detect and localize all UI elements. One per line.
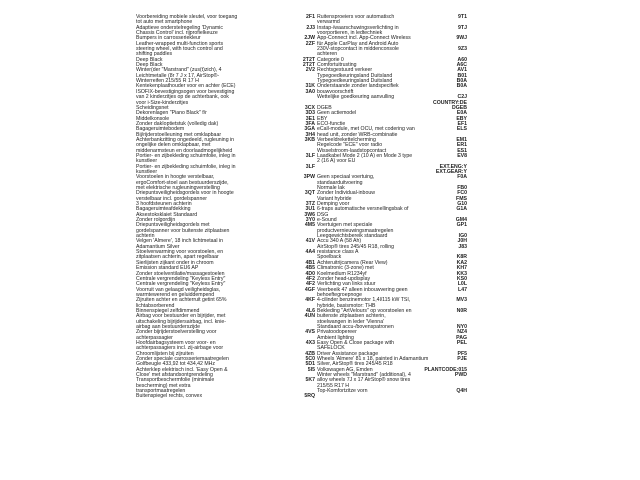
option-code: GM4 [455,217,467,224]
option-code: ES1 [457,147,467,154]
option-description: AirStop® tires 245/45 R18, rolling resistance class A [317,243,395,256]
option-code: 3Y0 [305,217,315,224]
option-code: 5RQ [304,393,315,400]
option-description: Regelcode "ECE" voor radio [317,142,383,149]
option-description: Wisselstroom-laadstopcontact [317,147,387,154]
option-code: 3PW [303,174,315,181]
option-description: Zonder dakIoptietstuk (volledig dak) [136,120,219,127]
option-code: G1A [456,206,467,213]
option-code: 4UN [304,313,315,320]
option-description: Kentekenplaathouder voor en achter (ECE) [136,83,236,90]
option-description: Zijruiten achter en achterruit getint 65% lichtabsorberend [136,297,227,309]
options-list-left [136,15,315,400]
option-description: Stoelverwarming voor voorstoelen, en zitplaatsen achterin, apart regelbaar [136,249,224,261]
option-code: 4GF [304,286,315,293]
option-code: 9Z3 [458,46,467,53]
option-description: Adaptieve onderstelregeling 'Dynamic Chassis Control' incl. rijprofielkeuze [136,24,223,37]
option-description: Driver Assistance package [317,350,379,357]
option-code: IG0 [458,233,467,240]
option-description: Instap-/waarschuwingsverlichting in voorportieren, in ledtechniek [317,24,399,37]
option-description: Hoofdairbagsysteem voor voor- en achterpassagiers incl. zij-airbage voor [136,339,224,352]
option-code: COUNTRY:DE [432,99,467,106]
option-code: 3LF [305,163,315,170]
option-description: 6-traps automatische versnellingsbak of DSG [317,206,409,218]
option-code: 4F2 [306,281,315,288]
option-code: 4M5 [304,222,315,229]
option-code: E0A [456,110,467,117]
option-code: 3FA [305,120,315,127]
option-description: Wettelijke goedkeuring aanvulling [317,94,395,101]
option-description: Leegqewichtsbereik standaard [317,233,388,240]
option-description: Normale lak [317,185,345,191]
option-code: 3D3 [305,110,315,117]
option-description: Deep Black [136,62,163,69]
option-description: Bagageruimtebodem [136,126,185,133]
option-description: Ruitensproeiers voor automatisch verwarmd [317,14,395,26]
option-description: Koelmedium R1234yf [317,270,367,277]
option-description: Privatoodopereer [317,329,357,336]
option-description: Centrale vergrendeling "Keyless Entry" [136,281,226,288]
option-description: Ambient lighting [317,334,354,341]
option-code: 3W6 [304,211,315,218]
option-description: eCall-module, met OCU, met codering van head unit, zonder WRB-combinatie [317,126,415,138]
option-description: Winter(der "Marstrand" (zus(t)zich), 4 Leichtmetalle (8r 7 J x 17, AirStop®- Winterreifen 215/55 R 17 H [136,67,222,85]
option-description: Winter wheels "Marstrand" (additional), 4 alloy wheels 7J x 17 AirStop® snow tires 215/55 R17 H [317,372,411,389]
option-code: C2J [457,94,467,101]
option-code: PLANTCODE:015 [424,366,467,373]
option-description: Geen speciaal voertuing, standaarduitvoering [317,174,375,186]
option-code: 5K7 [305,377,315,384]
option-description: Demping voor [317,201,350,208]
option-description: Middelkonsole [136,115,170,122]
option-code: 3GA [304,126,315,133]
option-code: 31K [305,83,315,90]
option-description: ISOFIX-bevestigingsogen voor bevestiging van 2 kinderzitjes op de achterbank, ook voor i-Size-kinderzitjes [136,88,235,106]
option-code: B0A [456,83,467,90]
option-code: 4KF [305,297,315,304]
option-description: Geen actiemodel [317,110,357,117]
option-code: 5D1 [305,361,315,368]
option-description: ECO-functie [317,120,346,127]
option-code: ER1 [456,142,467,149]
option-row [317,309,467,325]
option-code: NZ4 [457,329,467,336]
option-code: B0A [456,78,467,85]
option-code: 2T2T [302,62,315,69]
option-description: Bekleding "ArtVelours" op voorstoelen en buitenste zitplaatsen achterin, stoelwangen in leder 'Vienna' [317,307,412,325]
option-description: Voertuigen met speciale productvernieuwingsmaatregelen [317,222,394,234]
option-code: PAG [456,334,467,341]
option-description: Categorie 0 [317,56,344,63]
option-description: Spoelback [317,254,342,261]
option-description: Typegoedkeuringsland Duitsland [317,72,393,79]
option-code: 3A0 [305,88,315,95]
option-description: Sierlijsten zijkant onder in chroom [136,259,214,266]
option-row [136,378,315,394]
option-description: Achterklep elektrisch incl. 'Easy Open & Close' met afstandsontgrendeling [136,366,228,379]
option-code: KH7 [456,265,467,272]
option-code: 3KB [304,136,315,143]
option-description: Veerbeeik 47 alleen inbouwvering geen behoeftegroepnoge [317,286,408,298]
option-code: 3U1 [305,206,315,213]
option-description: Golfbeugle 433,92 tot 434,42 MHz [136,361,216,368]
option-description: Accu 340 A (58 Ah) [317,238,362,245]
option-code: 9T1 [458,14,467,20]
option-description: Scheidingsnet [136,104,169,111]
option-code: DGEB [452,104,467,111]
option-description: Zonder Individual-inbouw [317,190,375,197]
option-row [136,175,315,191]
option-code: 3TZ [305,201,315,208]
option-code: KS0 [456,275,467,282]
option-code: KK3 [456,270,467,277]
option-code: GP1 [456,222,467,229]
option-description: Leather-wrapped multi-function sports steering wheel, with touch control and shifting paddles [136,40,224,58]
option-description: Emission standard EU6 AP [136,265,199,272]
option-description: Velgen 'Almere', 18 inch lichtmetaal in Adamantium Silver [136,238,224,250]
option-description: Zonder stoelventilatie/massagestoelen [136,270,225,277]
option-code: 41V [305,238,315,245]
option-description: Variant hybride [317,195,352,202]
option-code: 3H4 [305,131,315,138]
option-code: 2T2T [302,56,315,63]
option-code: PEL [456,339,467,346]
option-description: EBY [317,115,328,122]
option-code: N0R [456,307,467,314]
option-row [317,389,467,394]
option-code: 4F2 [306,275,315,282]
option-code: 2JW [304,35,315,42]
option-code: PWD [454,372,467,379]
option-description: Voorbereiding mobiele sleutel, voor toegang tot auto met smartphone [136,14,238,26]
option-description: Driepuntsveiligheidsgordels voor in hoogte verstelbaar incl. gordelspanner [136,190,234,202]
option-description: Bumpers in carrosseriekleur [136,35,201,42]
option-description: Bij/rijderstoelleuning met omklapbaar [136,131,222,138]
option-description: Verlichting van links stuur [317,281,376,288]
option-code: Q4H [456,388,467,395]
option-code: 5C0 [305,356,315,362]
option-code: L0L [457,281,467,288]
option-description: Binnenspiegel zelfdimmend [136,307,200,314]
option-description: Zonder head-updisplay [317,275,371,282]
option-code: A6C [456,62,467,69]
option-code: 9TJ [458,24,467,31]
option-row [136,90,315,106]
option-description: Volkswagen AG, Emden [317,366,373,373]
option-row [136,314,315,330]
option-description: Achterbankzitting ongedeeld, rugleuning in ongelijke delen omklapbaar, met middenarmsteun en doorlaadmogelijkheid [136,136,235,154]
option-code: 3E1 [305,115,315,122]
option-description: Zonder bijrijderstoelverstelling voor achterpassagier [136,329,217,341]
option-code: L47 [458,286,467,293]
option-code: EV8 [457,152,467,159]
option-description: Climatronic (3-zone) met [317,265,374,272]
option-code: 4D0 [305,270,315,277]
option-row [136,68,315,84]
option-description: Dekorenlagen "Piano Black" f/r [136,110,207,117]
option-code: 4B5 [305,265,315,272]
option-description: Verbeeldrekettelcherming [317,136,376,143]
option-row [136,42,315,58]
option-code: 4B1 [305,259,315,266]
option-description: Laadkabel Mode 2 (10 A) en Mode 3 type 2 (16 A) voor EU [317,152,413,165]
option-code: 2V2 [305,67,315,74]
option-description: Centrale vergrendeling "Keyless Entry" [136,275,226,282]
option-description: Comfortuitrusting [317,62,357,69]
option-code: 4X3 [305,339,315,346]
option-code: EBY [456,115,467,122]
option-description: Aksestoksklaiet Standaard [136,211,198,218]
option-code: F0A [457,174,467,181]
option-description: Transportbeschermfolie (minimale bescherming) met extra transportmaatregelen [136,377,215,395]
option-description: Zonder rolgordijn [136,217,176,224]
option-description: 3 hoofdsteunen achterin [136,201,192,208]
option-code: 4A4 [305,249,315,256]
option-description: Wheels 'Almere' 81 x 18, painted in Adamantium Silver, AirStop® tires 245/45 R18 [317,356,429,368]
option-row [136,138,315,154]
option-description: Voorstoelen in hoogte verstelbaar, ergoComfort-stoel aan bestuurderszijde, met elektrische rugleuningverstelling [136,174,229,191]
option-code: AV1 [457,67,467,74]
option-description: Bagageruimteafdekking [136,206,191,213]
option-code: PF5 [457,350,467,357]
option-description: DGEB [317,104,332,111]
option-row [136,223,315,239]
option-description: App-Connect incl. App-Connect Wireless für Apple CarPlay and Android Auto [317,35,411,47]
option-code: NY0 [456,323,467,330]
option-code: MV3 [456,297,467,304]
option-description: Standaard accu-/bovenspatronen [317,323,394,330]
option-code: A60 [457,56,467,63]
option-code: 5I5 [307,366,315,373]
option-description: Airbag voor bestuurder en bijrijder, met uitschakeling bijrijdersairbag, incl. knie- airbag aan bestuurderszijde [136,313,226,330]
option-row [136,394,315,399]
option-description: 4-cilinder benzinemotor 1,4l/115 kW TSI, hybride, basismotor: THB [317,297,411,309]
option-description: Portier- en zijbekleding schuimfolie, inleg in kunstleer [136,163,236,175]
option-description: Easy Open & Close package with SAFELOCK [317,339,394,352]
option-code: FMS [456,195,467,202]
option-description: Deep Black [136,56,163,63]
option-row [317,373,467,389]
option-code: 3CX [304,104,315,111]
option-code: J0H [457,238,467,245]
option-code: 4L6 [306,307,315,314]
option-description: Chroomlijsten bij zijruiten [136,350,194,357]
option-description: e-Sound [317,217,337,224]
option-description: Rechtsgestuurd verkeer [317,67,373,74]
option-code: FC0 [457,190,467,197]
option-code: J83 [458,243,467,250]
option-row [317,207,467,218]
option-description: Typegoedkeuringsland Duitsland [317,78,393,85]
option-description: Zonder speciale carrosseriemaatregelen [136,356,229,362]
option-description: Onderstaande zonder landspecifiek bouwvoorschrift [317,83,399,95]
option-description: Voorruit van gelaagd veiligheidsglas, warmtewerend en geluiddempend [136,286,221,298]
option-description: Driepuntsveiligheidsgordels met gordelspanner voor buitenste zitplaatsen achterin [136,222,230,240]
option-code: 4ZB [305,350,315,357]
option-code: G10 [457,201,467,208]
options-list-right [317,15,467,394]
option-code: 2F1 [306,14,315,20]
option-code: 2ZF [305,40,315,47]
option-code: EM1 [456,136,467,143]
option-code: 3QT [304,190,315,197]
option-code: 9WJ [456,35,467,42]
option-description: Portier- en zijbekleding schuimfolie, inleg in kunstleer [136,152,236,165]
option-code: 4VS [305,329,315,336]
option-code: ELS [456,126,467,133]
option-description: Buitenspiegel rechts, convex [136,393,203,400]
option-description: 230V-stopcontact in middenconsole achteren [317,46,399,58]
option-code: K8R [456,254,467,261]
option-code: EXT.GEAR:Y [435,168,467,175]
option-code: 3LF [305,152,315,159]
option-code: B01 [457,72,467,79]
option-code: EF1 [457,120,467,127]
option-code: KA2 [456,259,467,266]
option-code: PJE [457,356,467,362]
option-description: Top-Komfortzitze vorn [317,388,368,395]
option-description: Achteruitrijcamera (Rear View) [317,259,388,266]
option-code: 2J3 [306,24,315,31]
option-code: FB0 [457,185,467,191]
option-code: EXT.ENG:Y [439,163,467,170]
